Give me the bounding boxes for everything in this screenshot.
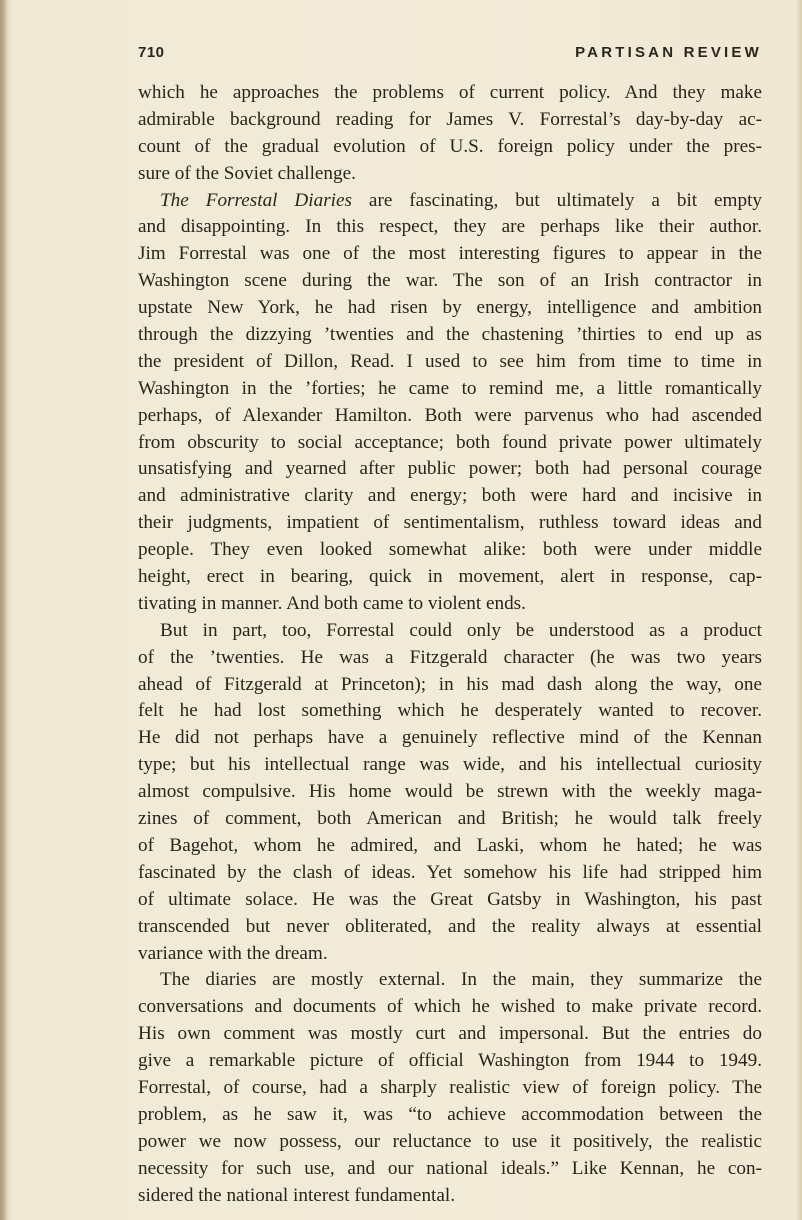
line-text: necessity for such use, and our national ideals.” Like Kennan, he con- xyxy=(138,1157,762,1179)
line-text: their judgments, impatient of sentimentalism, ruthless toward ideas and xyxy=(138,512,762,534)
journal-title: PARTISAN REVIEW xyxy=(575,44,762,61)
text-line xyxy=(138,591,762,618)
line-text: through the dizzying ’twenties and the chastening ’thirties to end up as xyxy=(138,324,762,346)
line-text: height, erect in bearing, quick in movement, alert in response, cap- xyxy=(138,566,762,588)
line-text: perhaps, of Alexander Hamilton. Both were parvenus who had ascended xyxy=(138,404,762,426)
text-line xyxy=(138,994,762,1021)
text-line xyxy=(138,1021,762,1048)
line-text: He did not perhaps have a genuinely reflective mind of the Kennan xyxy=(138,727,762,749)
text-line xyxy=(138,941,762,968)
line-text: and disappointing. In this respect, they are perhaps like their author. xyxy=(138,216,762,238)
line-text: which he approaches the problems of current policy. And they make xyxy=(138,82,762,103)
line-text: conversations and documents of which he wished to make private record. xyxy=(138,996,762,1018)
text-line xyxy=(138,456,762,483)
line-text: almost compulsive. His home would be strewn with the weekly maga- xyxy=(138,781,762,803)
line-text: zines of comment, both American and British; he would talk freely xyxy=(138,808,762,830)
text-line xyxy=(138,1102,762,1129)
line-text: tivating in manner. And both came to violent ends. xyxy=(138,592,526,614)
text-line xyxy=(138,779,762,806)
text-line xyxy=(138,564,762,591)
text-line xyxy=(138,80,762,107)
line-text: Washington in the ’forties; he came to remind me, a little romantically xyxy=(138,377,762,399)
line-text: But in part, too, Forrestal could only be understood as a product xyxy=(160,619,762,641)
line-text: problem, as he saw it, was “to achieve accommodation between the xyxy=(138,1103,762,1125)
text-line xyxy=(138,107,762,134)
line-text: sidered the national interest fundamental. xyxy=(138,1184,456,1206)
line-text: Forrestal, of course, had a sharply realistic view of foreign policy. The xyxy=(138,1076,762,1098)
line-text: the president of Dillon, Read. I used to see him from time to time in xyxy=(138,350,762,372)
line-text: are fascinating, but ultimately a bit empty xyxy=(352,189,762,211)
spine-shadow xyxy=(0,0,8,1220)
text-line xyxy=(138,376,762,403)
line-text: unsatisfying and yearned after public power; both had personal courage xyxy=(138,458,762,480)
text-line xyxy=(138,725,762,752)
line-text: variance with the dream. xyxy=(138,942,328,964)
line-text: people. They even looked somewhat alike: both were under middle xyxy=(138,539,762,561)
text-line xyxy=(138,188,762,215)
text-line xyxy=(138,1156,762,1183)
line-text: Washington scene during the war. The son of an Irish contractor in xyxy=(138,270,762,292)
line-text: felt he had lost something which he desperately wanted to recover. xyxy=(138,700,762,722)
text-line xyxy=(138,1183,762,1210)
text-line xyxy=(138,403,762,430)
text-line xyxy=(138,698,762,725)
text-line xyxy=(138,537,762,564)
text-line xyxy=(138,161,762,188)
text-line xyxy=(138,241,762,268)
line-text: fascinated by the clash of ideas. Yet somehow his life had stripped him xyxy=(138,861,762,883)
text-line xyxy=(138,1129,762,1156)
text-line xyxy=(138,214,762,241)
text-line xyxy=(138,483,762,510)
line-text: upstate New York, he had risen by energy, intelligence and ambition xyxy=(138,297,762,319)
text-line xyxy=(138,349,762,376)
page-number: 710 xyxy=(138,44,165,61)
text-line xyxy=(138,967,762,994)
line-text: sure of the Soviet challenge. xyxy=(138,162,356,184)
text-line xyxy=(138,860,762,887)
line-text: power we now possess, our reluctance to use it positively, the realistic xyxy=(138,1130,762,1152)
text-line xyxy=(138,645,762,672)
text-line xyxy=(138,1048,762,1075)
line-text: of ultimate solace. He was the Great Gatsby in Washington, his past xyxy=(138,888,762,910)
line-text: of Bagehot, whom he admired, and Laski, whom he hated; he was xyxy=(138,834,762,856)
line-text: and administrative clarity and energy; both were hard and incisive in xyxy=(138,485,762,507)
line-text: Jim Forrestal was one of the most interesting figures to appear in the xyxy=(138,243,762,265)
running-head xyxy=(138,44,762,68)
line-text: count of the gradual evolution of U.S. foreign policy under the pres- xyxy=(138,135,762,157)
line-text: The diaries are mostly external. In the main, they summarize the xyxy=(160,969,762,991)
text-line xyxy=(138,510,762,537)
line-text: from obscurity to social acceptance; both found private power ultimately xyxy=(138,431,762,453)
text-line xyxy=(138,914,762,941)
text-line xyxy=(138,430,762,457)
text-line xyxy=(138,295,762,322)
body-text xyxy=(138,80,762,1209)
text-line xyxy=(138,1075,762,1102)
line-text: transcended but never obliterated, and the reality always at essential xyxy=(138,915,762,937)
italic-title: The Forrestal Diaries xyxy=(160,189,352,211)
text-line xyxy=(138,268,762,295)
line-text: admirable background reading for James V. Forrestal’s day-by-day ac- xyxy=(138,108,762,130)
text-line xyxy=(138,134,762,161)
text-line xyxy=(138,618,762,645)
text-line xyxy=(138,322,762,349)
text-line xyxy=(138,672,762,699)
text-line xyxy=(138,806,762,833)
line-text: His own comment was mostly curt and impersonal. But the entries do xyxy=(138,1023,762,1045)
text-line xyxy=(138,833,762,860)
line-text: of the ’twenties. He was a Fitzgerald character (he was two years xyxy=(138,646,762,668)
text-line xyxy=(138,887,762,914)
line-text: give a remarkable picture of official Washington from 1944 to 1949. xyxy=(138,1050,762,1072)
page-edge xyxy=(796,0,802,1220)
line-text: ahead of Fitzgerald at Princeton); in his mad dash along the way, one xyxy=(138,673,762,695)
text-line xyxy=(138,752,762,779)
line-text: type; but his intellectual range was wide, and his intellectual curiosity xyxy=(138,754,762,776)
